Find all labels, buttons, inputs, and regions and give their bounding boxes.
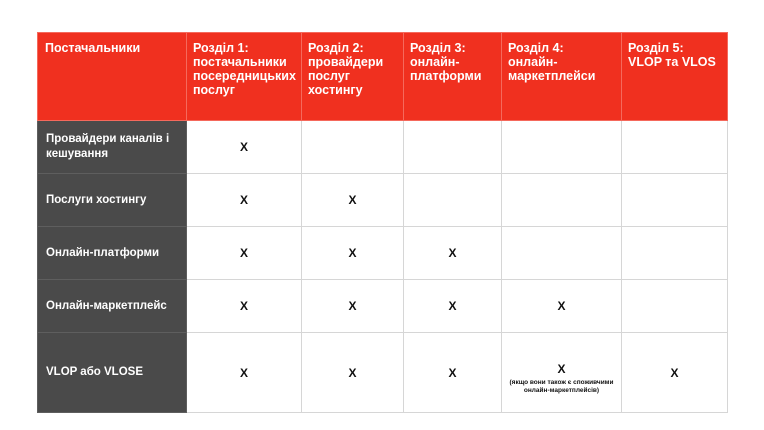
table-cell [502, 121, 622, 174]
table-row [38, 280, 728, 333]
column-header-section-2: Розділ 2: провайдери послуг хостингу [302, 33, 404, 121]
table-cell: X [404, 280, 502, 333]
table-cell [502, 174, 622, 227]
header-row [38, 33, 728, 121]
providers-table [37, 32, 728, 413]
table-cell [404, 174, 502, 227]
table-cell: X [187, 280, 302, 333]
table-cell [404, 121, 502, 174]
table-cell [622, 174, 728, 227]
column-header-section-4: Розділ 4: онлайн-маркетплейси [502, 33, 622, 121]
column-header-section-1: Розділ 1: постачальники посередницьких послуг [187, 33, 302, 121]
table-cell: X [622, 333, 728, 413]
table-cell-mark: X [557, 362, 566, 376]
table-cell [622, 121, 728, 174]
table-cell: X [187, 174, 302, 227]
table-cell: X [187, 121, 302, 174]
row-header: VLOP або VLOSE [38, 333, 187, 413]
consumer-marketplace-footnote: (якщо вони також є споживчими онлайн-маркетплейсів) [509, 379, 614, 394]
row-header: Онлайн-платформи [38, 227, 187, 280]
table-row [38, 333, 728, 413]
table-cell [622, 280, 728, 333]
table-cell: X [302, 227, 404, 280]
table-cell [622, 227, 728, 280]
table-cell: X [302, 333, 404, 413]
table-cell [302, 121, 404, 174]
table-row [38, 121, 728, 174]
column-header-section-5: Розділ 5: VLOP та VLOS [622, 33, 728, 121]
row-header: Послуги хостингу [38, 174, 187, 227]
table-row [38, 174, 728, 227]
corner-header: Постачальники [38, 33, 187, 121]
table-cell: X [302, 174, 404, 227]
table-cell: X [187, 227, 302, 280]
column-header-section-3: Розділ 3: онлайн-платформи [404, 33, 502, 121]
row-header: Провайдери каналів і кешування [38, 121, 187, 174]
table-cell-with-note [502, 333, 622, 413]
table-cell: X [302, 280, 404, 333]
table-row [38, 227, 728, 280]
table-cell: X [502, 280, 622, 333]
table-cell: X [404, 227, 502, 280]
row-header: Онлайн-маркетплейс [38, 280, 187, 333]
table-cell: X [187, 333, 302, 413]
table-cell [502, 227, 622, 280]
table-cell: X [404, 333, 502, 413]
